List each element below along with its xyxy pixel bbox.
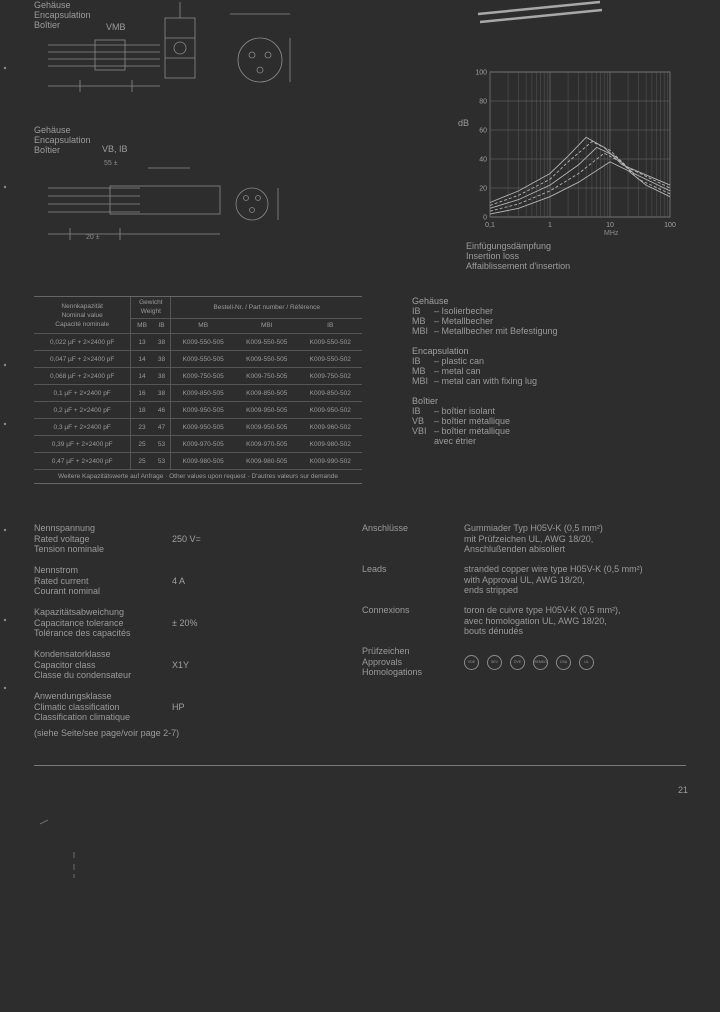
encapsulation-legend	[412, 296, 652, 456]
legend-item	[412, 416, 652, 426]
legend-code: MBI	[412, 376, 429, 386]
cell-weight-ib: 46	[153, 402, 171, 419]
spec-block	[34, 565, 334, 607]
drawing2-variant: VB, IB	[102, 144, 128, 154]
spec-value: HP	[172, 702, 185, 712]
spec-block	[34, 691, 334, 733]
legend-title: Boîtier	[412, 396, 439, 406]
cell-weight-mb: 25	[131, 453, 153, 470]
table-footnote: Weitere Kapazitätswerte auf Anfrage · Other values upon request · D'autres valeurs sur demande	[57, 473, 339, 480]
legend-code: MB	[412, 316, 426, 326]
legend-code: IB	[412, 406, 421, 416]
cell-value: 0,047 µF + 2×2400 pF	[34, 351, 131, 368]
cell-partno-mb: K009-950-505	[171, 419, 235, 436]
chart-xtick-label: 1	[548, 222, 552, 229]
chart-ytick-label: 20	[479, 185, 487, 193]
cell-weight-mb: 18	[131, 402, 153, 419]
spec-label: Classification climatique	[34, 712, 131, 722]
subheader-weight-ib: IB	[153, 318, 171, 333]
scan-artifacts	[30, 810, 90, 890]
cell-weight-ib: 53	[153, 453, 171, 470]
legend-text: – Metallbecher mit Befestigung	[434, 326, 558, 336]
legend-item	[412, 316, 652, 326]
chart-caption-en: Insertion loss	[466, 251, 520, 261]
spec-block	[34, 649, 334, 691]
legend-code: VBI	[412, 426, 427, 436]
table-header-row	[34, 297, 362, 318]
cell-partno-mbi: K009-850-505	[235, 385, 298, 402]
cell-value: 0,39 µF + 2×2400 pF	[34, 436, 131, 453]
cell-partno-mb: K009-550-505	[171, 334, 235, 351]
approval-mark-ul: UL	[579, 655, 594, 670]
cell-partno-ib: K009-980-502	[298, 436, 362, 453]
cell-partno-mb: K009-980-505	[171, 453, 235, 470]
cell-weight-mb: 25	[131, 436, 153, 453]
drawing2-labels	[34, 125, 91, 155]
spec-value: toron de cuivre type H05V-K (0,5 mm²),	[464, 605, 621, 615]
cell-value: 0,068 µF + 2×2400 pF	[34, 368, 131, 385]
drawing2-dim-lead: 20 ±	[86, 234, 100, 241]
spec-label: Leads	[362, 564, 387, 574]
page-number: 21	[678, 785, 689, 795]
spec-label: Courant nominal	[34, 586, 101, 596]
cell-weight-mb: 14	[131, 351, 153, 368]
chart-xtick-label: 100	[664, 222, 676, 229]
spec-label: Kondensatorklasse	[34, 649, 111, 659]
legend-group	[412, 396, 652, 446]
chart-ytick-label: 80	[479, 98, 487, 106]
spec-label: Kapazitätsabweichung	[34, 607, 125, 617]
cell-value: 0,2 µF + 2×2400 pF	[34, 402, 131, 419]
cell-partno-mbi: K009-980-505	[235, 453, 298, 470]
cell-weight-ib: 38	[153, 368, 171, 385]
legend-code: IB	[412, 306, 421, 316]
cell-partno-ib: K009-990-502	[298, 453, 362, 470]
left-margin-marks	[0, 60, 10, 760]
insertion-loss-chart	[470, 60, 690, 245]
legend-group	[412, 296, 652, 336]
subheader-partno-mb: MB	[171, 318, 235, 333]
cell-value: 0,47 µF + 2×2400 pF	[34, 453, 131, 470]
cell-value: 0,3 µF + 2×2400 pF	[34, 419, 131, 436]
legend-text: – boîtier métallique	[434, 426, 511, 436]
chart-ytick-label: 60	[479, 127, 487, 135]
spec-block	[362, 605, 692, 646]
spec-label: Connexions	[362, 605, 410, 615]
part-number-table	[34, 297, 362, 470]
cell-partno-mbi: K009-750-505	[235, 368, 298, 385]
spec-block	[34, 607, 334, 649]
drawing1-label-en: Encapsulation	[34, 10, 91, 20]
chart-ytick-label: 40	[479, 156, 487, 164]
spec-value: with Approval UL, AWG 18/20,	[464, 574, 585, 585]
legend-code: MB	[412, 366, 426, 376]
cable-illustration	[470, 0, 610, 32]
spec-label: Classe du condensateur	[34, 670, 132, 680]
spec-label: Capacitance tolerance	[34, 617, 124, 628]
spec-value: ends stripped	[464, 585, 519, 595]
header-value-de: Nennkapazität	[61, 302, 103, 310]
table-row	[34, 385, 362, 402]
footer-rule	[34, 765, 686, 766]
subheader-partno-ib: IB	[298, 318, 362, 333]
cell-partno-mb: K009-850-505	[171, 385, 235, 402]
legend-text: – metal can	[434, 366, 481, 376]
spec-label: Tolérance des capacités	[34, 628, 131, 638]
spec-value: Gummiader Typ H05V-K (0,5 mm²)	[464, 523, 603, 533]
spec-block	[362, 523, 692, 564]
header-weight-en: Weight	[140, 308, 161, 316]
chart-captions	[466, 241, 570, 271]
cell-partno-mbi: K009-950-505	[235, 419, 298, 436]
cell-partno-ib: K009-960-502	[298, 419, 362, 436]
chart-caption-de: Einfügungsdämpfung	[466, 241, 552, 251]
spec-block	[34, 523, 334, 565]
spec-label: Approvals	[362, 656, 403, 667]
spec-label: Rated current	[34, 575, 89, 586]
header-weight	[131, 297, 171, 318]
cell-partno-ib: K009-750-502	[298, 368, 362, 385]
spec-value: ± 20%	[172, 618, 198, 628]
cell-weight-mb: 16	[131, 385, 153, 402]
spec-label: Nennspannung	[34, 523, 96, 533]
legend-text: – plastic can	[434, 356, 485, 366]
legend-item	[412, 366, 652, 376]
spec-label: Prüfzeichen	[362, 646, 410, 656]
header-value-fr: Capacité nominale	[55, 320, 110, 328]
spec-label: Rated voltage	[34, 533, 90, 544]
approval-marks	[464, 655, 594, 670]
legend-code: MBI	[412, 326, 429, 336]
table-row	[34, 419, 362, 436]
spec-value: 4 A	[172, 576, 186, 586]
see-also-note: (siehe Seite/see page/voir page 2-7)	[34, 728, 180, 738]
cell-weight-mb: 23	[131, 419, 153, 436]
legend-item	[412, 406, 652, 416]
part-number-table-wrap	[34, 296, 362, 484]
legend-item	[412, 376, 652, 386]
cell-partno-ib: K009-550-502	[298, 351, 362, 368]
spec-block	[362, 564, 692, 605]
cell-partno-mb: K009-750-505	[171, 368, 235, 385]
chart-series-line	[490, 137, 670, 202]
specs-left	[34, 523, 334, 733]
legend-text: avec étrier	[434, 436, 477, 446]
table-row	[34, 334, 362, 351]
cell-partno-mbi: K009-550-505	[235, 334, 298, 351]
drawing1-technical-drawing	[40, 0, 300, 100]
spec-label: Anschlüsse	[362, 523, 409, 533]
spec-label: Capacitor class	[34, 659, 96, 670]
drawing2-label-de: Gehäuse	[34, 125, 71, 135]
spec-label: Tension nominale	[34, 544, 105, 554]
legend-text: – boîtier isolant	[434, 406, 496, 416]
legend-text: – boîtier métallique	[434, 416, 511, 426]
spec-label: Homologations	[362, 667, 423, 677]
legend-text: – metal can with fixing lug	[434, 376, 538, 386]
legend-item	[412, 356, 652, 366]
legend-text: – Isolierbecher	[434, 306, 494, 316]
spec-label: Nennstrom	[34, 565, 79, 575]
cell-weight-ib: 38	[153, 351, 171, 368]
header-value-en: Nominal value	[61, 311, 103, 319]
drawing1-variant: VMB	[106, 22, 126, 32]
approval-mark-sev: SEV	[487, 655, 502, 670]
cell-partno-mb: K009-550-505	[171, 351, 235, 368]
spec-label: Anwendungsklasse	[34, 691, 112, 701]
cell-partno-ib: K009-550-502	[298, 334, 362, 351]
drawing2-technical-drawing	[40, 160, 300, 250]
spec-label: Climatic classification	[34, 701, 120, 712]
chart-ytick-label: 0	[483, 214, 487, 222]
legend-item	[412, 306, 652, 316]
cell-weight-ib: 47	[153, 419, 171, 436]
approval-mark-csa: CSA	[556, 655, 571, 670]
drawing2-label-en: Encapsulation	[34, 135, 91, 145]
cell-partno-ib: K009-950-502	[298, 402, 362, 419]
cell-partno-mbi: K009-970-505	[235, 436, 298, 453]
drawing1-label-fr: Boîtier	[34, 20, 61, 30]
legend-item	[412, 326, 652, 336]
legend-group	[412, 346, 652, 386]
legend-title: Gehäuse	[412, 296, 449, 306]
chart-series-line	[490, 147, 670, 208]
spec-value: avec homologation UL, AWG 18/20,	[464, 615, 607, 626]
cell-value: 0,1 µF + 2×2400 pF	[34, 385, 131, 402]
legend-code: IB	[412, 356, 421, 366]
subheader-weight-mb: MB	[131, 318, 153, 333]
spec-value: bouts dénudés	[464, 626, 524, 636]
chart-xtick-label: 10	[606, 222, 614, 229]
table-row	[34, 351, 362, 368]
spec-value: X1Y	[172, 660, 190, 670]
legend-item	[412, 426, 652, 436]
legend-item	[412, 436, 652, 446]
spec-value: Anschlußenden abisoliert	[464, 544, 566, 554]
legend-title: Encapsulation	[412, 346, 469, 356]
cell-partno-mb: K009-970-505	[171, 436, 235, 453]
spec-value: stranded copper wire type H05V-K (0,5 mm²)	[464, 564, 643, 574]
table-row	[34, 436, 362, 453]
cell-weight-ib: 38	[153, 385, 171, 402]
chart-frame	[490, 72, 670, 217]
table-row	[34, 368, 362, 385]
approval-mark-vde: VDE	[464, 655, 479, 670]
cell-weight-ib: 38	[153, 334, 171, 351]
cell-weight-mb: 14	[131, 368, 153, 385]
cell-value: 0,022 µF + 2×2400 pF	[34, 334, 131, 351]
cell-weight-mb: 13	[131, 334, 153, 351]
approval-mark-semko: SEMKO	[533, 655, 548, 670]
chart-ytick-label: 100	[475, 69, 487, 77]
cell-partno-ib: K009-850-502	[298, 385, 362, 402]
subheader-partno-mbi: MBI	[235, 318, 298, 333]
drawing2-label-fr: Boîtier	[34, 145, 61, 155]
cell-partno-mbi: K009-950-505	[235, 402, 298, 419]
cell-partno-mbi: K009-550-505	[235, 351, 298, 368]
legend-code: VB	[412, 416, 425, 426]
chart-xtick-label: 0,1	[485, 222, 495, 229]
header-weight-de: Gewicht	[139, 299, 163, 307]
approval-mark-öve: ÖVE	[510, 655, 525, 670]
chart-xunit: MHz	[604, 230, 619, 237]
spec-value: mit Prüfzeichen UL, AWG 18/20,	[464, 533, 594, 544]
cell-weight-ib: 53	[153, 436, 171, 453]
table-row	[34, 402, 362, 419]
table-row	[34, 453, 362, 470]
chart-ylabel: dB	[458, 118, 470, 128]
spec-value: 250 V=	[172, 534, 201, 544]
legend-text: – Metallbecher	[434, 316, 494, 326]
header-partno: Bestell-Nr. / Part number / Référence	[171, 297, 362, 318]
cell-partno-mb: K009-950-505	[171, 402, 235, 419]
chart-caption-fr: Affaiblissement d'insertion	[466, 261, 571, 271]
drawing1-label-de: Gehäuse	[34, 0, 71, 10]
drawing2-dim-length: 55 ±	[104, 160, 118, 167]
header-value	[34, 297, 131, 334]
